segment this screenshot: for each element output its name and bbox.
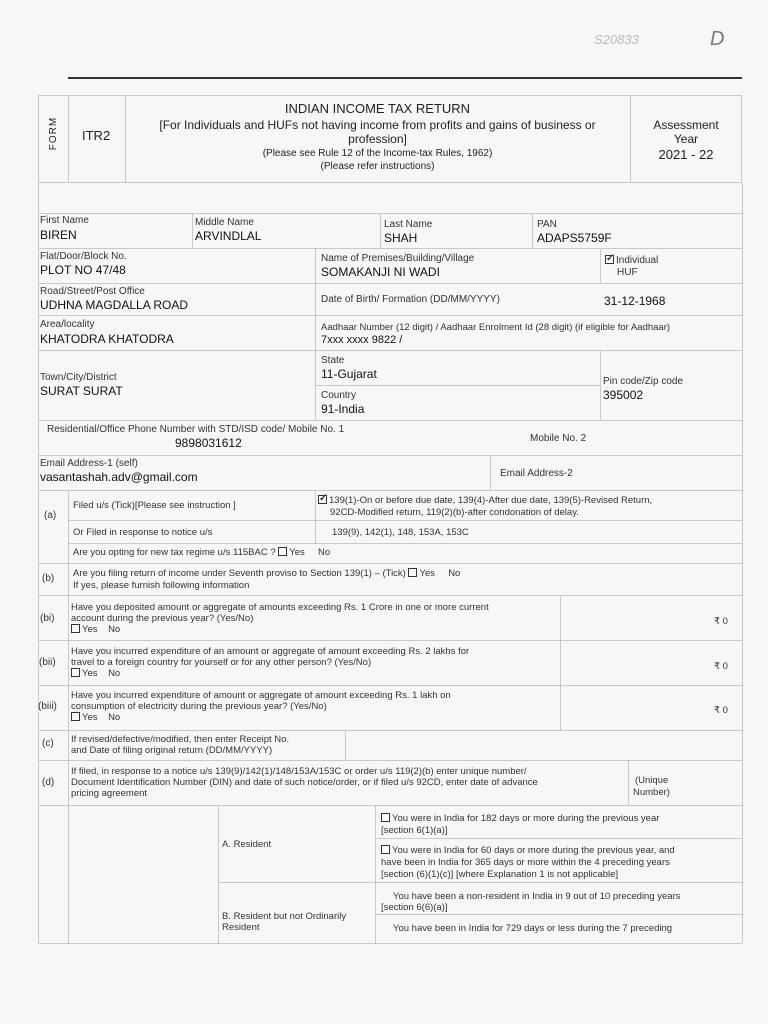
- biii-yes-no: Yes No: [71, 712, 120, 723]
- resident-option2-line1: You were in India for 60 days or more during the previous year, and: [381, 845, 675, 856]
- email2-label: Email Address-2: [500, 468, 573, 479]
- d-line1: If filed, in response to a notice u/s 139(9)/142(1)/148/153A/153C or order u/s 119(2)(b) enter unique number/: [71, 766, 527, 777]
- top-rule: [68, 77, 742, 79]
- year-label: Year: [673, 132, 699, 146]
- c-line1: If revised/defective/modified, then enter Receipt No.: [71, 734, 290, 745]
- resident-option2-line3: [section (6)(1)(c)] [where Explanation 1 is not applicable]: [381, 869, 619, 880]
- new-regime-question: Are you opting for new tax regime u/s 115BAC ? Yes No: [73, 547, 331, 558]
- individual-checkbox[interactable]: [605, 255, 614, 264]
- assessment-year: 2021 - 22: [658, 147, 714, 162]
- biii-amount: ₹ 0: [714, 705, 728, 716]
- aadhaar-label: Aadhaar Number (12 digit) / Aadhaar Enrolment Id (28 digit) (if eligible for Aadhaar): [321, 322, 671, 333]
- premises-label: Name of Premises/Building/Village: [321, 253, 475, 264]
- biii-line2: consumption of electricity during the previous year? (Yes/No): [71, 701, 327, 712]
- filed-us-label: Filed u/s (Tick)[Please see instruction ]: [73, 500, 236, 511]
- rule-note: (Please see Rule 12 of the Income-tax Rules, 1962): [262, 148, 493, 159]
- row-bi-label: (bi): [40, 613, 55, 624]
- resident-option1-line2: [section 6(1)(a)]: [381, 825, 448, 836]
- pin: 395002: [603, 388, 644, 402]
- bi-yes-no: Yes No: [71, 624, 120, 635]
- rnor-label-line1: B. Resident but not Ordinarily: [222, 911, 347, 922]
- premises: SOMAKANJI NI WADI: [321, 265, 440, 279]
- form-name: ITR2: [82, 128, 111, 143]
- rnor-option1-line1: You have been a non-resident in India in 9 out of 10 preceding years: [393, 891, 681, 902]
- bi-yes-checkbox[interactable]: [71, 624, 80, 633]
- bii-yes-checkbox[interactable]: [71, 668, 80, 677]
- road-label: Road/Street/Post Office: [40, 286, 145, 297]
- bi-amount: ₹ 0: [714, 616, 728, 627]
- resident-option2-line2: have been in India for 365 days or more within the 4 preceding years: [381, 857, 670, 868]
- aadhaar: 7xxx xxxx 9822 /: [321, 334, 403, 346]
- page-title: INDIAN INCOME TAX RETURN: [284, 101, 471, 116]
- town-label: Town/City/District: [40, 372, 117, 383]
- pin-label: Pin code/Zip code: [603, 376, 684, 387]
- filed-us-options-line1: ✓ 139(1)-On or before due date, 139(4)-After due date, 139(5)-Revised Return,: [318, 495, 652, 506]
- rnor-option1-line2: [section 6(6)(a)]: [381, 902, 448, 913]
- bii-line2: travel to a foreign country for yourself or for any other person? (Yes/No): [71, 657, 372, 668]
- status-individual: ✓Individual: [605, 255, 658, 266]
- row-c-label: (c): [42, 738, 54, 749]
- country: 91-India: [321, 402, 365, 416]
- subtitle-line1: [For Individuals and HUFs not having income from profits and gains of business or: [159, 118, 596, 132]
- filed-us-options-line2: 92CD-Modified return, 119(2)(b)-after condonation of delay.: [330, 507, 579, 518]
- rnor-label-line2: Resident: [222, 922, 260, 933]
- seventh-proviso-yes-checkbox[interactable]: [408, 568, 417, 577]
- pan-label: PAN: [537, 219, 557, 230]
- section-139-1-checkbox[interactable]: [318, 495, 327, 504]
- row-a-label: (a): [44, 510, 57, 521]
- state-label: State: [321, 355, 345, 366]
- area-label: Area/locality: [40, 319, 95, 330]
- flat: PLOT NO 47/48: [40, 263, 126, 277]
- unique-number-line2: Number): [633, 787, 670, 798]
- road: UDHNA MAGDALLA ROAD: [40, 298, 189, 312]
- email1: vasantashah.adv@gmail.com: [40, 470, 198, 484]
- first-name: BIREN: [40, 228, 77, 242]
- row-biii-label: (biii): [38, 701, 57, 712]
- bii-line1: Have you incurred expenditure of an amount or aggregate of amount exceeding Rs. 2 lakhs for: [71, 646, 470, 657]
- email1-label: Email Address-1 (self): [40, 458, 138, 469]
- row-b-label: (b): [42, 573, 55, 584]
- form-label: FORM: [48, 116, 60, 151]
- biii-line1: Have you incurred expenditure of amount or aggregate of amount exceeding Rs. 1 lakh on: [71, 690, 451, 701]
- last-name-label: Last Name: [384, 219, 433, 230]
- resident-182-days-checkbox[interactable]: [381, 813, 390, 822]
- bii-yes-no: Yes No: [71, 668, 120, 679]
- rnor-option2-line1: You have been in India for 729 days or less during the 7 preceding: [393, 923, 673, 934]
- state: 11-Gujarat: [321, 367, 377, 381]
- subtitle-line2: profession]: [348, 132, 407, 146]
- middle-name: ARVINDLAL: [195, 229, 262, 243]
- seventh-proviso-line2: If yes, please furnish following information: [73, 580, 250, 591]
- status-huf: HUF: [617, 267, 638, 278]
- area: KHATODRA KHATODRA: [40, 332, 174, 346]
- handwritten-letter: D: [710, 28, 725, 50]
- d-line2: Document Identification Number (DIN) and date of such notice/order, or if filed u/s 92CD, enter date of advance: [71, 777, 538, 788]
- assessment-label: Assessment: [653, 118, 719, 132]
- town: SURAT SURAT: [40, 384, 123, 398]
- row-d-label: (d): [42, 777, 55, 788]
- phone-label: Residential/Office Phone Number with STD/ISD code/ Mobile No. 1: [47, 424, 345, 435]
- notice-options: 139(9), 142(1), 148, 153A, 153C: [332, 527, 469, 538]
- dob-label: Date of Birth/ Formation (DD/MM/YYYY): [321, 294, 500, 305]
- dob: 31-12-1968: [604, 294, 666, 308]
- c-line2: and Date of filing original return (DD/MM/YYYY): [71, 745, 273, 756]
- last-name: SHAH: [384, 231, 418, 245]
- country-label: Country: [321, 390, 357, 401]
- resident-option1-line1: You were in India for 182 days or more during the previous year: [381, 813, 659, 824]
- middle-name-label: Middle Name: [195, 217, 254, 228]
- biii-yes-checkbox[interactable]: [71, 712, 80, 721]
- unique-number-line1: (Unique: [635, 775, 669, 786]
- pan: ADAPS5759F: [537, 231, 612, 245]
- resident-label: A. Resident: [222, 839, 272, 850]
- row-bii-label: (bii): [39, 657, 56, 668]
- notice-label: Or Filed in response to notice u/s: [73, 527, 213, 538]
- mobile2-label: Mobile No. 2: [530, 433, 587, 444]
- seventh-proviso-line1: Are you filing return of income under Seventh proviso to Section 139(1) – (Tick) Yes No: [73, 568, 461, 579]
- new-regime-yes-checkbox[interactable]: [278, 547, 287, 556]
- bi-line2: account during the previous year? (Yes/No): [71, 613, 254, 624]
- resident-60-days-checkbox[interactable]: [381, 845, 390, 854]
- handwritten-reference: S20833: [594, 32, 639, 47]
- flat-label: Flat/Door/Block No.: [40, 251, 127, 262]
- instructions-note: (Please refer instructions): [320, 161, 435, 172]
- bi-line1: Have you deposited amount or aggregate of amounts exceeding Rs. 1 Crore in one or more current: [71, 602, 489, 613]
- bii-amount: ₹ 0: [714, 661, 728, 672]
- first-name-label: First Name: [40, 215, 89, 226]
- phone: 9898031612: [175, 436, 242, 450]
- d-line3: pricing agreement: [71, 788, 148, 799]
